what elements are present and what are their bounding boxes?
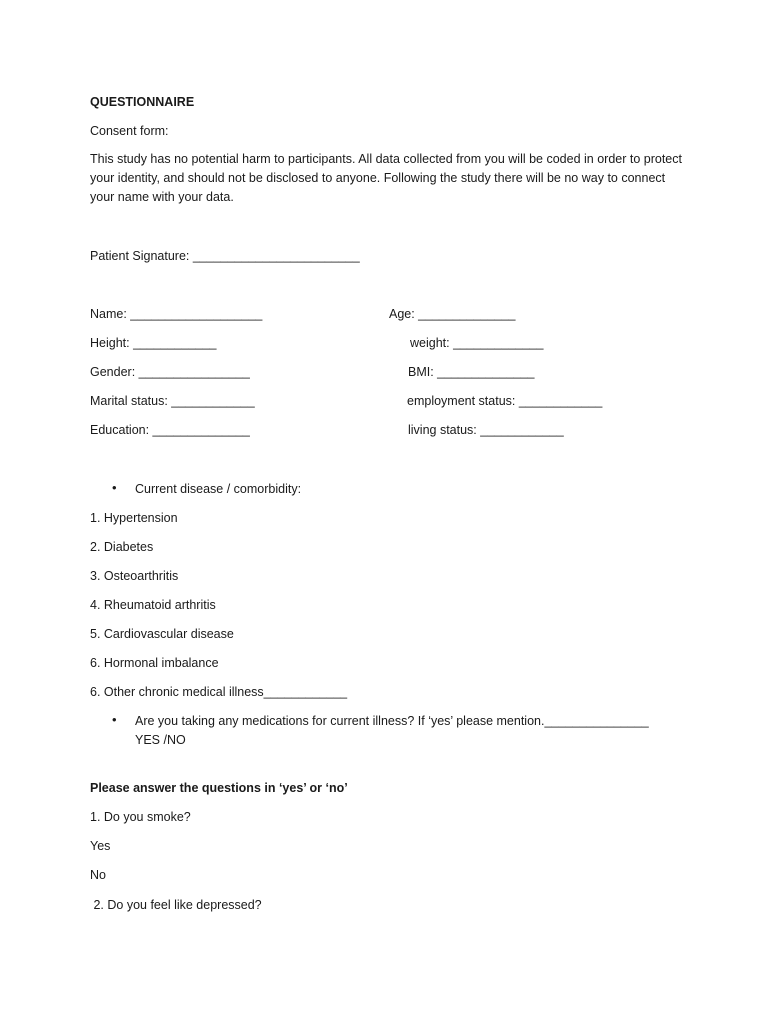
gender-field: Gender: ________________ <box>90 365 250 379</box>
answer-no: No <box>90 868 106 882</box>
comorbidity-item: 5. Cardiovascular disease <box>90 627 234 641</box>
yes-no-heading: Please answer the questions in ‘yes’ or ‘no’ <box>90 781 348 795</box>
employment-status-field: employment status: ____________ <box>407 394 603 408</box>
page-title: QUESTIONNAIRE <box>90 95 195 109</box>
comorbidity-item: 6. Hormonal imbalance <box>90 656 219 670</box>
living-status-field: living status: ____________ <box>408 423 564 437</box>
education-field: Education: ______________ <box>90 423 250 437</box>
question-depressed: 2. Do you feel like depressed? <box>90 898 262 912</box>
comorbidity-item: 3. Osteoarthritis <box>90 569 179 583</box>
medication-question: Are you taking any medications for current illness? If ‘yes’ please mention._______________ <box>135 714 649 728</box>
bullet-icon: • <box>112 480 117 495</box>
consent-label: Consent form: <box>90 124 169 138</box>
name-field: Name: ___________________ <box>90 307 263 321</box>
comorbidity-item: 6. Other chronic medical illness____________ <box>90 685 348 699</box>
weight-field: weight: _____________ <box>410 336 544 350</box>
question-smoke: 1. Do you smoke? <box>90 810 191 824</box>
bmi-field: BMI: ______________ <box>408 365 535 379</box>
comorbidity-item: 1. Hypertension <box>90 511 178 525</box>
marital-status-field: Marital status: ____________ <box>90 394 255 408</box>
consent-paragraph: This study has no potential harm to participants. All data collected from you will be coded in order to protect your identity, and should not be disclosed to anyone. Following the study there will be no way to connect your name with your data. <box>90 152 682 204</box>
comorbidity-item: 2. Diabetes <box>90 540 154 554</box>
comorbidity-heading: Current disease / comorbidity: <box>135 482 302 496</box>
bullet-icon: • <box>112 712 117 727</box>
patient-signature-field: Patient Signature: ________________________ <box>90 249 360 263</box>
age-field: Age: ______________ <box>389 307 516 321</box>
answer-yes: Yes <box>90 839 111 853</box>
medication-answer-options: YES /NO <box>135 733 186 747</box>
comorbidity-item: 4. Rheumatoid arthritis <box>90 598 216 612</box>
height-field: Height: ____________ <box>90 336 217 350</box>
